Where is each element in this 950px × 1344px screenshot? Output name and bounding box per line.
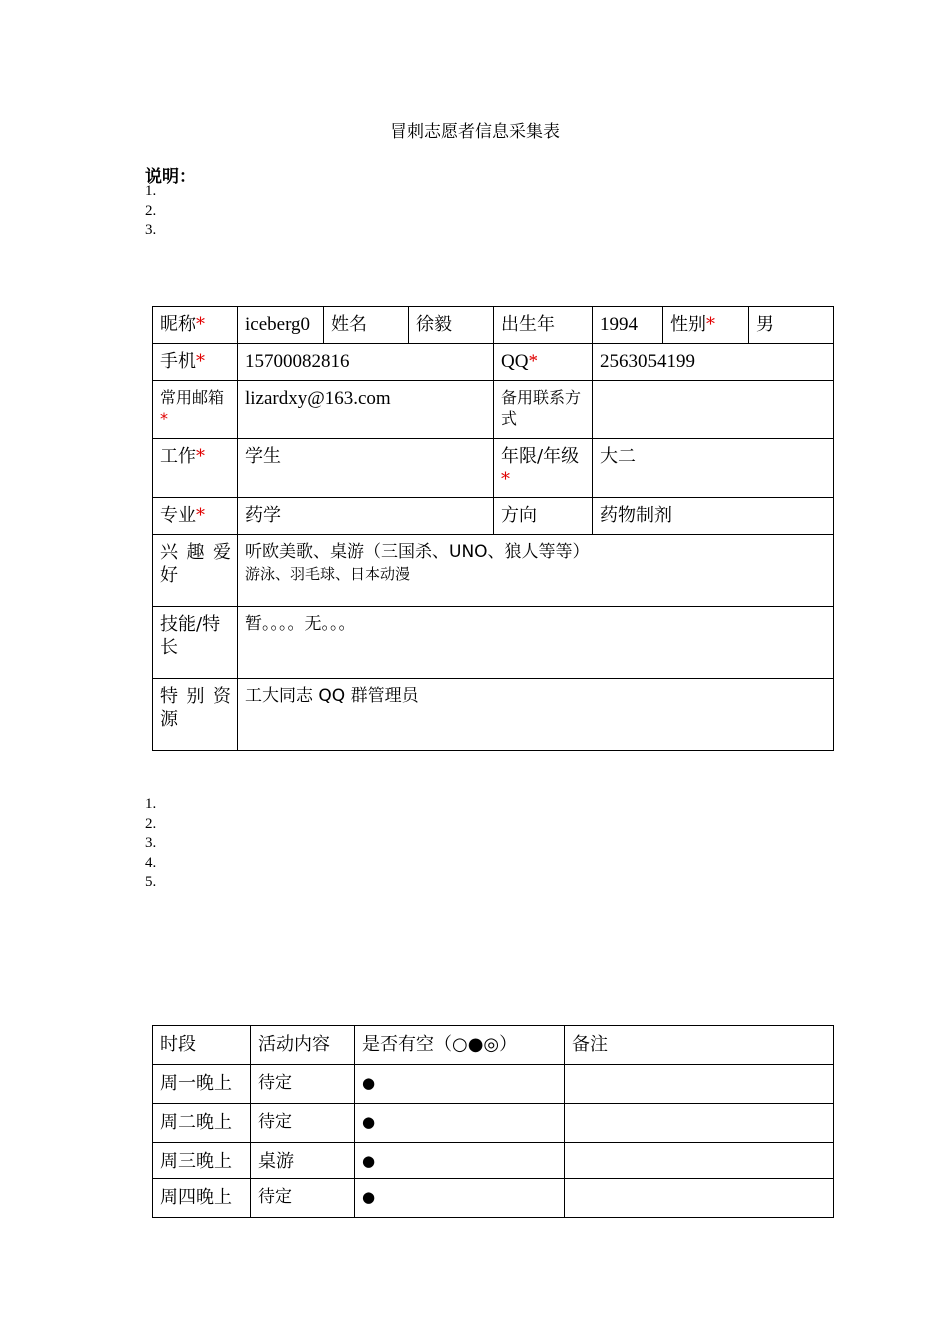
phone-label: 手机: [160, 351, 196, 372]
qq-label-cell: [494, 344, 593, 381]
table-row: [153, 1065, 834, 1104]
volunteer-info-table: [152, 306, 834, 751]
free-cell: ●: [355, 1143, 565, 1179]
table-row: [153, 1104, 834, 1143]
page-title: 冒刺志愿者信息采集表: [390, 122, 560, 142]
list-item: 5.: [145, 874, 157, 890]
phone-value: 15700082816: [238, 344, 494, 381]
list-item: 2.: [145, 202, 157, 219]
list-item: 4.: [145, 854, 157, 871]
free-cell: ●: [355, 1179, 565, 1218]
required-mark: *: [501, 469, 510, 490]
qq-label: QQ: [501, 351, 529, 372]
schedule-table: [152, 1025, 834, 1218]
required-mark: *: [196, 446, 205, 467]
required-mark: *: [160, 409, 168, 428]
email-label: 常用邮箱: [160, 388, 225, 407]
name-value: 徐毅: [409, 307, 494, 344]
hobby-label: 兴趣爱好: [153, 535, 238, 607]
skill-label: 技能/特长: [153, 607, 238, 679]
email-value: lizardxy@163.com: [238, 381, 494, 439]
alt-contact-value: [593, 381, 834, 439]
header-activity: 活动内容: [251, 1026, 355, 1065]
resource-value: 工大同志 QQ 群管理员: [238, 679, 834, 751]
table-header-row: [153, 1026, 834, 1065]
resource-label: 特别资源: [153, 679, 238, 751]
activity-cell: 待定: [251, 1104, 355, 1143]
nickname-label-cell: [153, 307, 238, 344]
list-item: 3.: [145, 835, 157, 851]
grade-label-cell: [494, 439, 593, 498]
header-period: 时段: [153, 1026, 251, 1065]
list-item: 1.: [145, 796, 157, 812]
numbered-list: [145, 795, 156, 893]
hobby-line-2: 游泳、羽毛球、日本动漫: [245, 565, 411, 583]
hobby-value-cell: [238, 535, 834, 607]
phone-label-cell: [153, 344, 238, 381]
job-label: 工作: [160, 446, 196, 467]
table-row: [153, 1143, 834, 1179]
period-cell: 周四晚上: [153, 1179, 251, 1218]
nickname-label: 昵称: [160, 314, 196, 335]
email-label-cell: [153, 381, 238, 439]
required-mark: *: [706, 314, 715, 335]
grade-value: 大二: [593, 439, 834, 498]
period-cell: 周三晚上: [153, 1143, 251, 1179]
required-mark: *: [528, 351, 538, 372]
direction-label: 方向: [494, 498, 593, 535]
activity-cell: 桌游: [251, 1143, 355, 1179]
skill-value: 暂。。。。无。。。: [238, 607, 834, 679]
period-cell: 周二晚上: [153, 1104, 251, 1143]
gender-label-cell: [663, 307, 749, 344]
free-cell: ●: [355, 1104, 565, 1143]
required-mark: *: [196, 314, 205, 335]
hobby-line-1: 听欧美歌、桌游（三国杀、UNO、狼人等等）: [245, 542, 590, 562]
gender-value: 男: [749, 307, 834, 344]
free-cell: ●: [355, 1065, 565, 1104]
job-label-cell: [153, 439, 238, 498]
nickname-value: iceberg0: [238, 307, 324, 344]
header-free: 是否有空（○●◎）: [355, 1026, 565, 1065]
major-label-cell: [153, 498, 238, 535]
remark-cell: [565, 1143, 834, 1179]
note-list: [145, 182, 156, 241]
grade-label: 年限/年级: [501, 446, 580, 467]
list-item: 3.: [145, 222, 157, 238]
required-mark: *: [196, 351, 205, 372]
alt-contact-label: 备用联系方式: [494, 381, 593, 439]
header-remark: 备注: [565, 1026, 834, 1065]
period-cell: 周一晚上: [153, 1065, 251, 1104]
activity-cell: 待定: [251, 1065, 355, 1104]
job-value: 学生: [238, 439, 494, 498]
note-label: 说明：: [145, 167, 196, 187]
remark-cell: [565, 1104, 834, 1143]
gender-label: 性别: [670, 314, 706, 335]
table-row: [153, 1179, 834, 1218]
qq-value: 2563054199: [593, 344, 834, 381]
birth-year-value: 1994: [593, 307, 663, 344]
list-item: 2.: [145, 815, 157, 832]
remark-cell: [565, 1065, 834, 1104]
name-label: 姓名: [324, 307, 409, 344]
birth-year-label: 出生年: [494, 307, 593, 344]
list-item: 1.: [145, 183, 157, 199]
major-label: 专业: [160, 505, 196, 526]
major-value: 药学: [238, 498, 494, 535]
required-mark: *: [196, 505, 205, 526]
remark-cell: [565, 1179, 834, 1218]
direction-value: 药物制剂: [593, 498, 834, 535]
activity-cell: 待定: [251, 1179, 355, 1218]
